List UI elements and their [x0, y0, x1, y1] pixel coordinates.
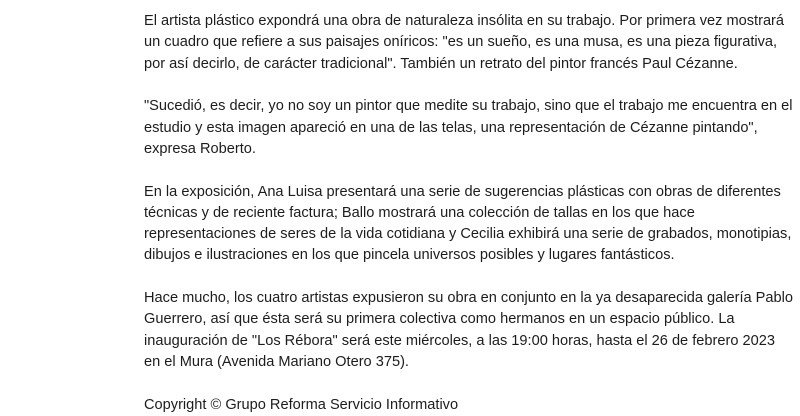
paragraph-3: En la exposición, Ana Luisa presentará una serie de sugerencias plásticas con obras de diferentes técnicas y de reciente factura; Ballo mostrará una colección de tallas en los que hace representaciones de seres de la vida cotidiana y Cecilia exhibirá una serie de grabados, monotipias, dibujos e ilustraciones en los que pincela universos posibles y lugares fantásticos.: [144, 183, 792, 264]
copyright-notice: Copyright © Grupo Reforma Servicio Informativo: [144, 396, 459, 413]
paragraph-1: El artista plástico expondrá una obra de naturaleza insólita en su trabajo. Por primera vez mostrará un cuadro que refiere a sus paisajes oníricos: "es un sueño, es una musa, es una pieza figurativa, por así decirlo, de carácter tradicional". También un retrato del pintor francés Paul Cézanne.: [144, 13, 785, 72]
paragraph-2: "Sucedió, es decir, yo no soy un pintor que medite su trabajo, sino que el trabajo me encuentra en el estudio y esta imagen apareció en una de las telas, una representación de Cézanne pintando", expresa Roberto.: [144, 98, 793, 157]
article-body: [144, 11, 794, 416]
paragraph-4: Hace mucho, los cuatro artistas expusieron su obra en conjunto en la ya desaparecida galería Pablo Guerrero, así que ésta será su primera colectiva como hermanos en un espacio público. La inauguración de "Los Rébora" será este miércoles, a las 19:00 horas, hasta el 26 de febrero 2023 en el Mura (Avenida Mariano Otero 375).: [144, 290, 794, 371]
